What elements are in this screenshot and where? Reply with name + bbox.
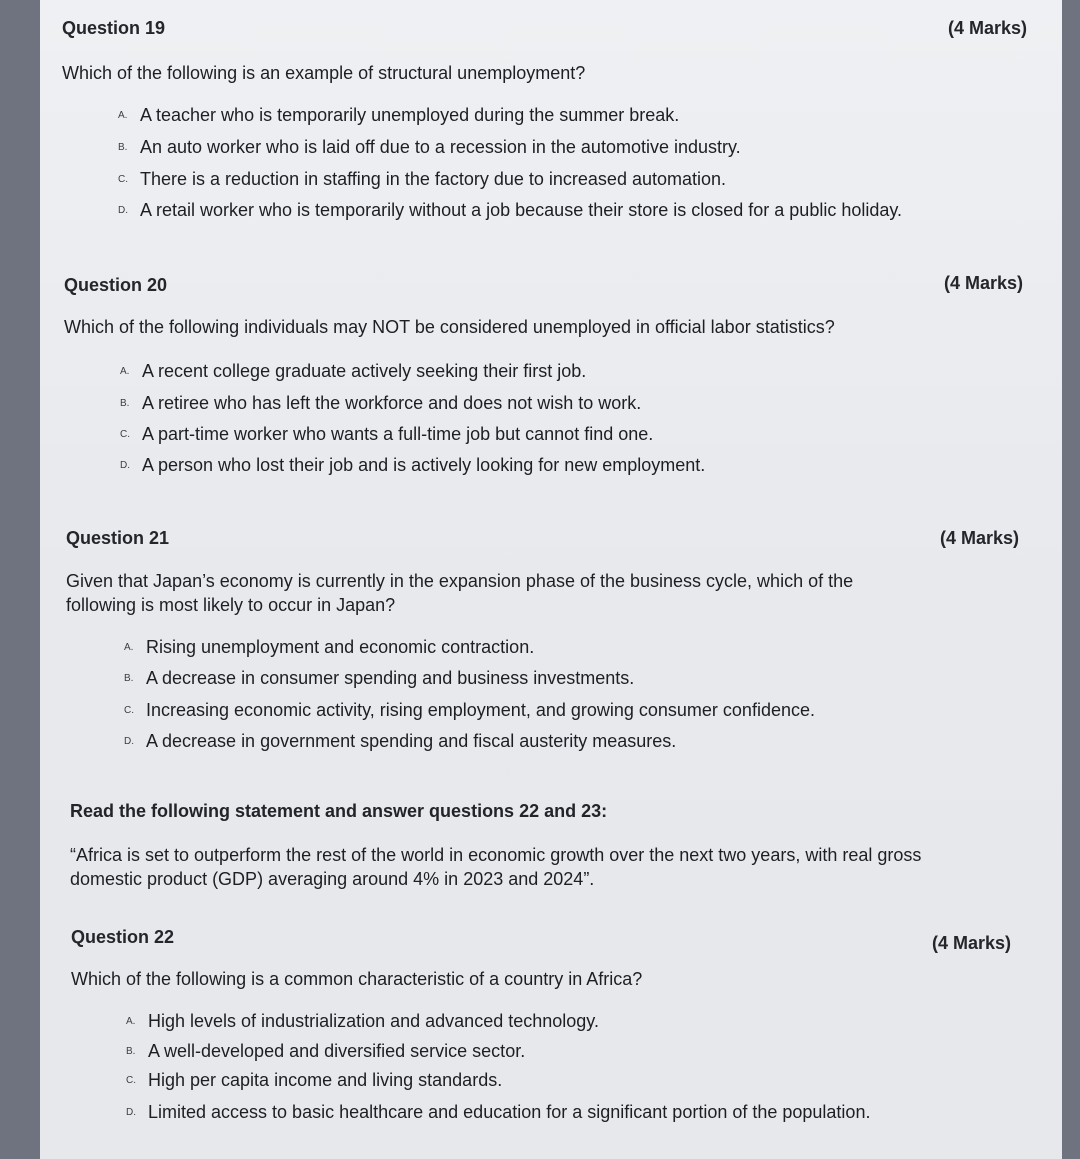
option-letter: A.	[126, 1015, 136, 1027]
option-text: A decrease in consumer spending and business investments.	[146, 667, 635, 688]
question-20-option-d	[120, 454, 705, 476]
option-text: A retiree who has left the workforce and does not wish to work.	[142, 392, 642, 413]
question-22-option-c	[126, 1069, 502, 1091]
option-text: A retail worker who is temporarily without a job because their store is closed for a public holiday.	[140, 199, 903, 220]
option-letter: B.	[126, 1045, 136, 1057]
question-19-option-c	[118, 168, 726, 190]
option-letter: B.	[118, 141, 128, 153]
question-19-option-a	[118, 104, 679, 126]
option-letter: A.	[120, 365, 130, 377]
question-21-option-c	[124, 699, 815, 721]
option-letter: C.	[118, 173, 128, 185]
question-21-option-b	[124, 667, 634, 689]
question-22-option-a	[126, 1010, 599, 1032]
option-text: Limited access to basic healthcare and education for a significant portion of the population.	[148, 1101, 871, 1122]
question-22-text: Which of the following is a common characteristic of a country in Africa?	[71, 969, 643, 989]
question-19-marks: (4 Marks)	[948, 18, 1028, 38]
option-letter: C.	[126, 1074, 136, 1086]
option-letter: D.	[120, 459, 130, 471]
question-22-marks: (4 Marks)	[932, 933, 1012, 953]
option-text: A well-developed and diversified service sector.	[148, 1040, 526, 1061]
question-19-text: Which of the following is an example of structural unemployment?	[62, 63, 586, 83]
question-21-text: Given that Japan’s economy is currently in the expansion phase of the business cycle, which of the following is most likely to occur in Japan?	[66, 571, 854, 615]
question-21-title: Question 21	[66, 528, 170, 548]
option-text: A decrease in government spending and fiscal austerity measures.	[146, 730, 677, 751]
option-text: There is a reduction in staffing in the factory due to increased automation.	[140, 168, 727, 189]
option-text: A person who lost their job and is actively looking for new employment.	[142, 454, 706, 475]
option-text: A teacher who is temporarily unemployed during the summer break.	[140, 104, 680, 125]
question-21-option-d	[124, 730, 676, 752]
option-text: A recent college graduate actively seeking their first job.	[142, 360, 587, 381]
exam-page	[40, 0, 1062, 1159]
option-text: An auto worker who is laid off due to a recession in the automotive industry.	[140, 136, 741, 157]
option-letter: D.	[124, 735, 134, 747]
option-letter: A.	[118, 109, 128, 121]
question-22-option-d	[126, 1101, 870, 1123]
passage-heading: Read the following statement and answer questions 22 and 23:	[70, 801, 608, 821]
question-20-option-c	[120, 423, 653, 445]
question-22-option-b	[126, 1040, 525, 1062]
question-20-title: Question 20	[64, 275, 168, 295]
option-text: Rising unemployment and economic contraction.	[146, 636, 535, 657]
option-letter: C.	[124, 704, 134, 716]
question-19-title: Question 19	[62, 18, 166, 38]
option-text: High per capita income and living standards.	[148, 1069, 503, 1090]
option-letter: B.	[124, 672, 134, 684]
question-21-marks: (4 Marks)	[940, 528, 1020, 548]
option-letter: D.	[126, 1106, 136, 1118]
option-letter: A.	[124, 641, 134, 653]
passage-text: “Africa is set to outperform the rest of the world in economic growth over the next two years, with real gross domestic product (GDP) averaging around 4% in 2023 and 2024”.	[70, 845, 922, 889]
option-text: High levels of industrialization and advanced technology.	[148, 1010, 599, 1031]
question-19-option-d	[118, 199, 902, 221]
option-letter: B.	[120, 397, 130, 409]
question-22-title: Question 22	[71, 927, 175, 947]
option-letter: D.	[118, 204, 128, 216]
option-text: A part-time worker who wants a full-time job but cannot find one.	[142, 423, 654, 444]
option-letter: C.	[120, 428, 130, 440]
question-20-option-b	[120, 392, 641, 414]
option-text: Increasing economic activity, rising employment, and growing consumer confidence.	[146, 699, 815, 720]
question-19-option-b	[118, 136, 741, 158]
question-20-marks: (4 Marks)	[944, 273, 1024, 293]
question-20-text: Which of the following individuals may NOT be considered unemployed in official labor statistics?	[64, 317, 835, 337]
question-21-option-a	[124, 636, 534, 658]
question-20-option-a	[120, 360, 586, 382]
